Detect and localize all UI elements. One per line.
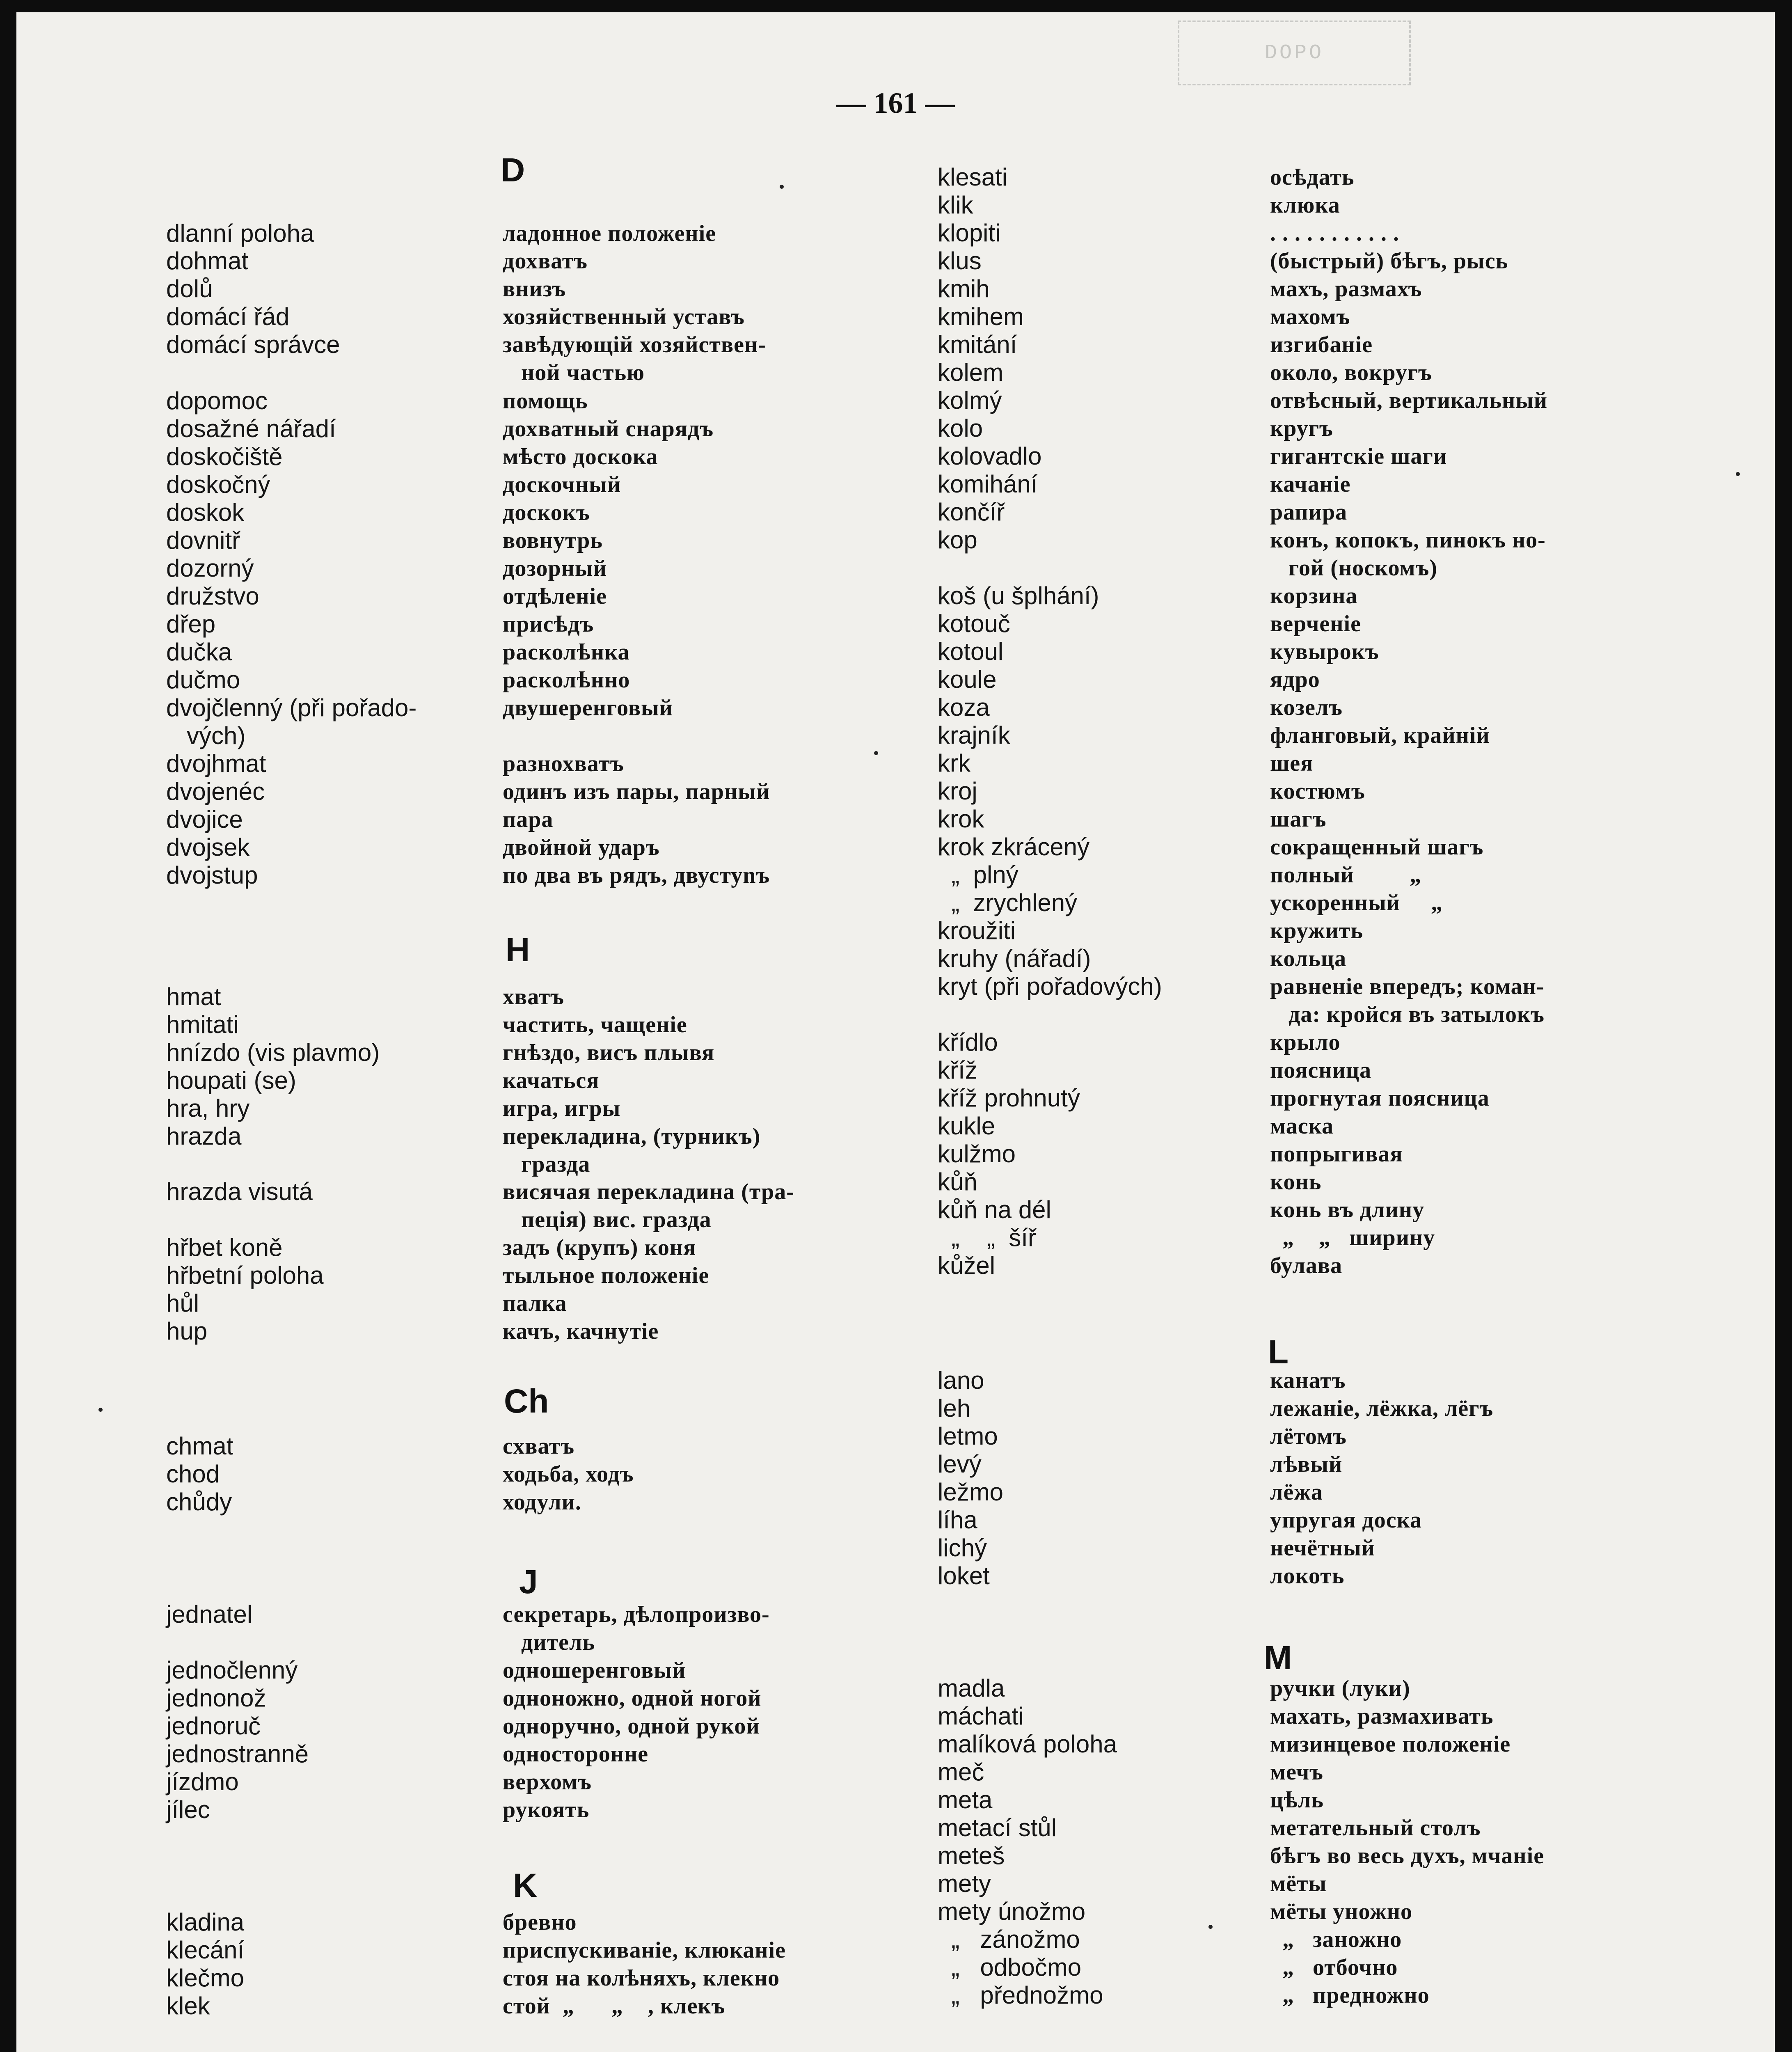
russian-translation: мечъ	[1270, 1759, 1323, 1785]
russian-translation: верченіе	[1270, 611, 1361, 637]
czech-term: koule	[938, 666, 997, 693]
russian-translation: лежаніе, лёжка, лёгъ	[1270, 1396, 1494, 1421]
russian-translation: дохватъ	[503, 248, 588, 274]
russian-translation: локоть	[1270, 1563, 1345, 1589]
russian-translation: равненіе впередъ; коман-	[1270, 974, 1545, 999]
russian-translation: мёты	[1270, 1871, 1327, 1896]
scan-speck	[1208, 1925, 1213, 1929]
czech-term: koza	[938, 694, 990, 721]
scan-speck	[98, 1408, 103, 1412]
czech-term: kotoul	[938, 638, 1004, 665]
russian-translation: метательный столъ	[1270, 1815, 1481, 1841]
russian-translation: отдѣленіе	[503, 584, 607, 609]
russian-translation: тыльное положеніе	[503, 1263, 709, 1288]
czech-term: kolmý	[938, 387, 1002, 414]
czech-term: hůl	[166, 1289, 199, 1317]
czech-term: kruhy (nářadí)	[938, 945, 1091, 972]
russian-translation: конь	[1270, 1169, 1322, 1195]
czech-term: kříž	[938, 1056, 977, 1084]
czech-term: hnízdo (vis plavmo)	[166, 1039, 380, 1066]
russian-translation: одинъ изъ пары, парный	[503, 779, 770, 804]
russian-translation: ускоренный „	[1270, 890, 1443, 916]
russian-translation: да: кройся въ затылокъ	[1270, 1002, 1545, 1027]
czech-term: koš (u šplhání)	[938, 582, 1099, 609]
page-number: — 161 —	[836, 87, 955, 119]
russian-translation: поясница	[1270, 1058, 1372, 1083]
russian-translation: нечётный	[1270, 1535, 1375, 1561]
czech-term: dolů	[166, 275, 213, 302]
czech-term: vých)	[166, 722, 246, 749]
czech-term: dvojsek	[166, 834, 250, 861]
czech-term: lano	[938, 1367, 984, 1394]
czech-term: chmat	[166, 1432, 233, 1460]
russian-translation: кругъ	[1270, 416, 1333, 441]
russian-translation: доскокъ	[503, 500, 590, 525]
czech-term: dučmo	[166, 666, 240, 694]
russian-translation: внизъ	[503, 276, 566, 302]
russian-translation: дозорный	[503, 556, 607, 581]
russian-translation: крыло	[1270, 1030, 1341, 1055]
russian-translation: частить, чащеніе	[503, 1012, 687, 1037]
russian-translation: одноручно, одной рукой	[503, 1713, 760, 1739]
czech-term: hra, hry	[166, 1095, 250, 1122]
russian-translation: гой (носкомъ)	[1270, 555, 1437, 581]
russian-translation: ручки (луки)	[1270, 1676, 1410, 1701]
czech-term: klečmo	[166, 1964, 245, 1992]
czech-term: „ zrychlený	[938, 889, 1078, 916]
russian-translation: игра, игры	[503, 1096, 621, 1121]
russian-translation: присѣдъ	[503, 611, 594, 637]
czech-term: „ přednožmo	[938, 1981, 1103, 2009]
czech-term: kůň na dél	[938, 1196, 1051, 1223]
section-heading-ch: Ch	[504, 1383, 549, 1420]
russian-translation: „ предножно	[1270, 1983, 1430, 2008]
russian-translation: кружить	[1270, 918, 1363, 944]
russian-translation: односторонне	[503, 1741, 649, 1767]
czech-term: hrazda visutá	[166, 1178, 313, 1205]
russian-translation: конъ, копокъ, пинокъ но-	[1270, 527, 1546, 553]
russian-translation: ходули.	[503, 1489, 581, 1515]
russian-translation: задъ (крупъ) коня	[503, 1235, 696, 1260]
czech-term: kroj	[938, 777, 977, 805]
czech-term: kolo	[938, 415, 983, 442]
czech-term: meteš	[938, 1842, 1005, 1869]
czech-term: hmat	[166, 983, 221, 1010]
russian-translation: хватъ	[503, 984, 564, 1010]
russian-translation: „ заножно	[1270, 1927, 1402, 1952]
russian-translation: махать, размахивать	[1270, 1704, 1494, 1729]
russian-translation: мѣсто доскока	[503, 444, 658, 469]
russian-translation: пеція) вис. гразда	[503, 1207, 712, 1232]
czech-term: dosažné nářadí	[166, 415, 336, 442]
russian-translation: верхомъ	[503, 1769, 592, 1795]
russian-translation: булава	[1270, 1253, 1343, 1278]
czech-term: kmitání	[938, 331, 1017, 358]
czech-term: kop	[938, 526, 977, 554]
czech-term: dvojice	[166, 806, 243, 833]
russian-translation: кольца	[1270, 946, 1347, 971]
section-heading-d: D	[501, 151, 525, 189]
russian-translation: прогнутая поясница	[1270, 1086, 1490, 1111]
czech-term: klesati	[938, 163, 1008, 191]
russian-translation: полный „	[1270, 862, 1422, 888]
russian-translation: дохватный снарядъ	[503, 416, 714, 442]
czech-term: letmo	[938, 1422, 998, 1450]
section-heading-j: J	[519, 1563, 538, 1601]
russian-translation: „ отбочно	[1270, 1955, 1398, 1980]
czech-term: krajník	[938, 721, 1010, 749]
russian-translation: двушеренговый	[503, 695, 673, 721]
czech-term: chod	[166, 1460, 220, 1488]
russian-translation: попрыгивая	[1270, 1141, 1403, 1167]
czech-term: dvojstup	[166, 861, 258, 889]
czech-term: lichý	[938, 1534, 987, 1562]
czech-term: jílec	[166, 1796, 210, 1823]
czech-term: kulžmo	[938, 1140, 1016, 1168]
russian-translation: клюка	[1270, 192, 1340, 218]
russian-translation: качъ, качнутіе	[503, 1319, 659, 1344]
czech-term: loket	[938, 1562, 990, 1589]
section-heading-h: H	[506, 931, 530, 969]
russian-translation: расколѣнка	[503, 639, 630, 665]
russian-translation: лѣвый	[1270, 1452, 1343, 1477]
czech-term: krk	[938, 749, 970, 777]
czech-term: kříž prohnutý	[938, 1084, 1080, 1112]
czech-term: leh	[938, 1395, 971, 1422]
czech-term: ležmo	[938, 1478, 1004, 1506]
russian-translation: одношеренговый	[503, 1658, 686, 1683]
russian-translation: по два въ рядъ, двустуnъ	[503, 863, 770, 888]
russian-translation: палка	[503, 1291, 567, 1316]
czech-term: kmihem	[938, 303, 1024, 330]
russian-translation: хозяйственный уставъ	[503, 304, 745, 330]
czech-term: hmitati	[166, 1011, 239, 1038]
czech-term: „ „ šíř	[938, 1224, 1036, 1251]
russian-translation: изгибаніе	[1270, 332, 1373, 357]
czech-term: klik	[938, 191, 973, 219]
czech-term: jízdmo	[166, 1768, 239, 1796]
czech-term: kladina	[166, 1908, 245, 1936]
russian-translation: осѣдать	[1270, 165, 1355, 190]
czech-term: klecání	[166, 1936, 245, 1964]
russian-translation: ной частью	[503, 360, 645, 385]
czech-term: mety únožmo	[938, 1898, 1086, 1925]
russian-translation: стой „ „ , клекъ	[503, 1993, 725, 2019]
russian-translation: ладонное положеніе	[503, 221, 716, 246]
russian-translation: разнохватъ	[503, 751, 624, 776]
czech-term: „ odbočmo	[938, 1954, 1082, 1981]
russian-translation: „ „ ширину	[1270, 1225, 1435, 1250]
russian-translation: отвѣсный, вертикальный	[1270, 388, 1548, 413]
czech-term: dozorný	[166, 554, 254, 582]
czech-term: klus	[938, 247, 982, 275]
czech-term: kůžel	[938, 1252, 996, 1279]
russian-translation: сокращенный шагъ	[1270, 834, 1484, 860]
czech-term: jednatel	[166, 1601, 253, 1628]
russian-translation: (быстрый) бѣгъ, рысь	[1270, 248, 1508, 274]
dictionary-page	[16, 12, 1775, 2052]
scan-speck	[780, 185, 784, 189]
czech-term: hřbet koně	[166, 1234, 283, 1261]
russian-translation: махъ, размахъ	[1270, 276, 1422, 302]
russian-translation: упругая доска	[1270, 1507, 1422, 1533]
czech-term: máchati	[938, 1702, 1024, 1730]
russian-translation: шея	[1270, 751, 1314, 776]
czech-term: kotouč	[938, 610, 1010, 637]
section-heading-k: K	[513, 1867, 538, 1904]
russian-translation: цѣль	[1270, 1787, 1324, 1813]
russian-translation: фланговый, крайній	[1270, 723, 1490, 748]
czech-term: líha	[938, 1506, 977, 1534]
czech-term: hup	[166, 1317, 208, 1345]
czech-term: končíř	[938, 498, 1005, 526]
czech-term: dučka	[166, 638, 232, 666]
czech-term: malíková poloha	[938, 1730, 1117, 1758]
czech-term: „ plný	[938, 861, 1018, 889]
russian-translation: доскочный	[503, 472, 621, 497]
russian-translation: гигантскіе шаги	[1270, 444, 1447, 469]
czech-term: mety	[938, 1870, 991, 1897]
russian-translation: лёжа	[1270, 1479, 1323, 1505]
russian-translation: костюмъ	[1270, 779, 1365, 804]
library-stamp: DOPO	[1178, 21, 1411, 85]
czech-term: levý	[938, 1450, 982, 1478]
russian-translation: бѣгъ во весь духъ, мчаніе	[1270, 1843, 1545, 1869]
russian-translation: расколѣнно	[503, 667, 630, 693]
russian-translation: рапира	[1270, 499, 1348, 525]
russian-translation: дитель	[503, 1630, 595, 1655]
czech-term: komihání	[938, 470, 1038, 498]
section-heading-m: M	[1264, 1639, 1292, 1676]
section-heading-l: L	[1268, 1333, 1289, 1371]
russian-translation: козелъ	[1270, 695, 1343, 720]
czech-term: krok zkrácený	[938, 833, 1090, 861]
russian-translation: бревно	[503, 1910, 577, 1935]
scan-speck	[874, 751, 878, 755]
czech-term: doskok	[166, 499, 245, 526]
russian-translation: канатъ	[1270, 1368, 1346, 1393]
czech-term: dřep	[166, 610, 216, 638]
russian-translation: одноножно, одной ногой	[503, 1686, 762, 1711]
russian-translation: вовнутрь	[503, 528, 603, 553]
czech-term: „ zánožmo	[938, 1926, 1080, 1953]
czech-term: křídlo	[938, 1028, 998, 1056]
czech-term: dovnitř	[166, 527, 240, 554]
russian-translation: гнѣздо, висъ плывя	[503, 1040, 715, 1065]
russian-translation: ядро	[1270, 667, 1320, 692]
czech-term: domácí řád	[166, 303, 290, 330]
russian-translation: шагъ	[1270, 806, 1327, 832]
russian-translation: корзина	[1270, 583, 1358, 609]
scan-speck	[1736, 472, 1740, 476]
russian-translation: стоя на колѣняхъ, клекно	[503, 1965, 780, 1991]
czech-term: kolem	[938, 359, 1004, 386]
russian-translation: мёты уножно	[1270, 1899, 1412, 1924]
russian-translation: висячая перекладина (тра-	[503, 1179, 794, 1205]
russian-translation: лётомъ	[1270, 1424, 1347, 1449]
czech-term: klopiti	[938, 219, 1001, 247]
czech-term: dvojenéc	[166, 778, 265, 805]
czech-term: kukle	[938, 1112, 996, 1140]
czech-term: jednoruč	[166, 1712, 261, 1740]
russian-translation: мизинцевое положеніе	[1270, 1731, 1511, 1757]
czech-term: dvojčlenný (při pořado-	[166, 694, 417, 721]
czech-term: dlanní poloha	[166, 220, 314, 247]
russian-translation: качаться	[503, 1068, 600, 1093]
russian-translation: схватъ	[503, 1434, 575, 1459]
czech-term: metací stůl	[938, 1814, 1057, 1841]
russian-translation: маска	[1270, 1113, 1334, 1139]
czech-term: dohmat	[166, 247, 249, 275]
czech-term: houpati (se)	[166, 1067, 296, 1094]
russian-translation: двойной ударъ	[503, 835, 660, 860]
czech-term: jednonož	[166, 1684, 266, 1712]
russian-translation: приспускиваніе, клюканіе	[503, 1937, 786, 1963]
russian-translation: перекладина, (турникъ)	[503, 1124, 761, 1149]
czech-term: chůdy	[166, 1488, 232, 1516]
russian-translation: около, вокругъ	[1270, 360, 1432, 385]
russian-translation: ходьба, ходъ	[503, 1461, 634, 1487]
czech-term: jednočlenný	[166, 1656, 298, 1684]
russian-translation: . . . . . . . . . . .	[1270, 220, 1399, 246]
czech-term: krok	[938, 805, 984, 833]
czech-term: kolovadlo	[938, 442, 1042, 470]
russian-translation: конь въ длину	[1270, 1197, 1425, 1223]
czech-term: kmih	[938, 275, 990, 302]
czech-term: kroužiti	[938, 917, 1016, 944]
czech-term: doskočiště	[166, 443, 283, 470]
czech-term: kůň	[938, 1168, 977, 1195]
russian-translation: качаніе	[1270, 472, 1351, 497]
czech-term: doskočný	[166, 471, 270, 498]
czech-term: hřbetní poloha	[166, 1262, 324, 1289]
czech-term: madla	[938, 1674, 1005, 1702]
czech-term: družstvo	[166, 582, 259, 610]
czech-term: dvojhmat	[166, 750, 266, 777]
czech-term: klek	[166, 1992, 210, 2020]
russian-translation: рукоять	[503, 1797, 590, 1823]
czech-term: meta	[938, 1786, 993, 1814]
czech-term: hrazda	[166, 1122, 242, 1150]
russian-translation: пара	[503, 807, 554, 832]
czech-term: domácí správce	[166, 331, 340, 358]
russian-translation: кувырокъ	[1270, 639, 1379, 664]
russian-translation: завѣдующій хозяйствен-	[503, 332, 766, 357]
russian-translation: гразда	[503, 1152, 590, 1177]
russian-translation: махомъ	[1270, 304, 1350, 330]
czech-term: meč	[938, 1758, 984, 1786]
czech-term: kryt (při pořadových)	[938, 973, 1162, 1000]
czech-term: dopomoc	[166, 387, 268, 415]
czech-term: jednostranně	[166, 1740, 309, 1768]
russian-translation: помощь	[503, 388, 588, 414]
russian-translation: секретарь, дѣлопроизво-	[503, 1602, 770, 1627]
